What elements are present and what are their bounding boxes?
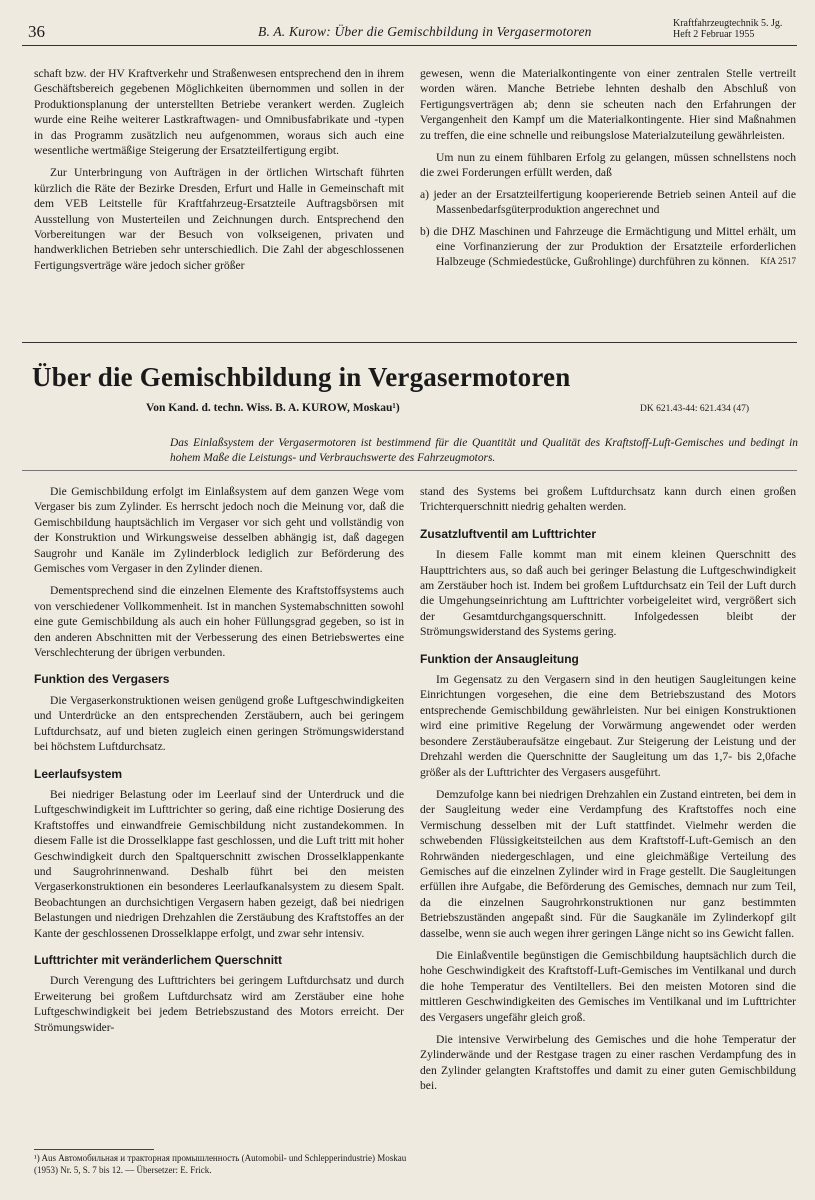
section-heading-ansaugleitung: Funktion der Ansaugleitung <box>420 651 579 666</box>
page-number: 36 <box>28 22 45 41</box>
dk-classification: DK 621.43-44: 621.434 (47) <box>640 404 749 414</box>
footnote: ¹) Aus Автомобильная и тракторная промышленность (Automobil- und Schlepperindustrie) Moskau (1953) Nr. 5, S. 7 bis 12. — Übersetzer: E. Frick. <box>34 1153 407 1175</box>
body-paragraph-4: Bei niedriger Belastung oder im Leerlauf sind der Unterdruck und die Luftgeschwindigkeit im Lufttrichter so gering, daß eine richtige Dosierung des Kraftstoffes und einwandfreie Gemischbildung nicht zustandekommen. In diesem Falle ist die Drosselklappe fast geschlossen, und die Luft tritt mit hoher Geschwindigkeit durch den Spaltquerschnitt zwischen Drosselklappenkante und Saugrohrinnenwand. Deshalb führt bei den meisten Vergaserkonstruktionen ein besonderes Leerlaufkanalsystem zu diesem Spalt. Beobachtungen an durchsichtigen Vergasern haben gezeigt, daß bei niedrigen Belastungen und niedrigen Drehzahlen die Zerstäubung des Kraftstoffes an der Kante der geschlossenen Drosselklappe erfolgt, und zwar sehr intensiv. <box>34 787 404 940</box>
prev-paragraph-3: gewesen, wenn die Materialkontingente von einer zentralen Stelle vertreilt worden wären. Manche Betriebe lehnten deshalb den Abschluß von Fertigungsverträgen ab; denn sie scheuten nach den Erfahrungen der Vergangenheit den Kampf um die Materialkontingente. Hier sind Maßnahmen zu treffen, die eine schnelle und reibungslose Materialzuteilung gewährleisten. <box>420 67 796 142</box>
journal-info <box>673 18 793 40</box>
article-left-column <box>34 484 404 1035</box>
article-abstract: Das Einlaßsystem der Vergasermotoren ist bestimmend für die Quantität und Qualität des Kraftstoff-Luft-Gemisches und bedingt in hohem Maße die Leistungs- und Verbrauchswerte des Fahrzeugmotors. <box>170 437 798 464</box>
article-byline: Von Kand. d. techn. Wiss. B. A. KUROW, Moskau¹) <box>146 402 400 414</box>
list-item-b: b) die DHZ Maschinen und Fahrzeuge die Ermächtigung und Mittel erhält, um eine Vorfinanzierung der zur Produktion der Ersatzteile erforderlichen Halbzeuge (Schmiedestücke, Gußrohlinge) durchführen zu können. KfA 2517 <box>420 224 796 269</box>
article-right-column <box>420 484 796 1094</box>
abstract-rule <box>22 470 797 471</box>
body-paragraph-11: Die intensive Verwirbelung des Gemisches und die hohe Temperatur der Zylinderwände und der Restgase tragen zu einer raschen Verdampfung des in den Zylinder gelangten Kraftstoffes und damit zu einer guten Gemischbildung bei. <box>420 1033 796 1093</box>
article-separator-rule <box>22 342 797 343</box>
body-paragraph-6: stand des Systems bei großem Luftdurchsatz kann durch einen großen Trichterquerschnitt niedrig gehalten werden. <box>420 485 796 514</box>
prev-article-right-column <box>420 66 796 270</box>
prev-paragraph-2: Zur Unterbringung von Aufträgen in der örtlichen Wirtschaft führten kürzlich die Räte der Bezirke Dresden, Erfurt und Halle in Gemeinschaft mit dem VEB Leitstelle für Kraftfahrzeug-Ersatzteile Auftragsbörsen mit Ausstellung von Musterteilen und Zeichnungen durch. Entsprechend den Vorbereitungen war der Besuch von volkseigenen, privaten und handwerklichen Betrieben sehr unterschiedlich. Die Zahl der abgeschlossenen Fertigungsverträge wäre jedoch sicher größer <box>34 166 404 272</box>
section-heading-leerlauf: Leerlaufsystem <box>34 766 123 781</box>
prev-article-left-column <box>34 66 404 273</box>
section-heading-lufttrichter: Lufttrichter mit veränderlichem Querschnitt <box>34 952 283 967</box>
journal-line-2: Heft 2 Februar 1955 <box>673 29 755 40</box>
page-header <box>22 18 797 44</box>
body-paragraph-7: In diesem Falle kommt man mit einem kleinen Querschnitt des Haupttrichters aus, so daß auch bei geringer Belastung die Luftgeschwindigkeit am Zerstäuber hoch ist. Indem bei großem Luftdurchsatz ein Teil der Luft durch die Umgehungseinrichtung am Lufttrichter vorbeigeleitet wird, vergrößert sich der Gesamtdurchgangsquerschnitt. Infolgedessen bleibt der Strömungswiderstand des Systems gering. <box>420 548 796 639</box>
body-paragraph-8: Im Gegensatz zu den Vergasern sind in den heutigen Saugleitungen keine Einrichtungen vorgesehen, die eine dem Betriebszustand des Motors entsprechende Gemischbildung gewährleisten. Nur bei einigen Konstruktionen wird eine primitive Regelung der Vorwärmung angewendet oder werden besondere Zerstäuberaufsätze eingebaut. Zur Steigerung der Leistung und der Drehzahl werden die Querschnitte der Saugleitung um das 1,7- bis 2,0fache größer als der Lufttrichter des Vergasers ausgeführt. <box>420 673 796 779</box>
article-title: Über die Gemischbildung in Vergasermotoren <box>32 362 571 392</box>
section-heading-vergaser: Funktion des Vergasers <box>34 672 170 687</box>
header-rule <box>22 45 797 46</box>
body-paragraph-5: Durch Verengung des Lufttrichters bei geringem Luftdurchsatz und durch Erweiterung bei großem Luftdurchsatz wird am Zerstäuber eine hohe Luftgeschwindigkeit bei jedem Betriebszustand des Motors erreicht. Der Strömungswider- <box>34 974 404 1034</box>
body-paragraph-1: Die Gemischbildung erfolgt im Einlaßsystem auf dem ganzen Wege vom Vergaser bis zum Zylinder. Es herrscht jedoch noch die Meinung vor, daß die Gemischbildung hauptsächlich im Vergaser vor sich geht und vollständig von der Konstruktion und Wirkungsweise desselben abhängig ist, daß dagegen Saugrohr und Kanäle im Zylinderblock lediglich zur Beförderung des Gemisches vom Vergaser in den Zylinder dienen. <box>34 485 404 576</box>
body-paragraph-9: Demzufolge kann bei niedrigen Drehzahlen ein Zustand eintreten, bei dem in der Saugleitung weder eine Verdampfung des Kraftstoffes noch eine Vermischung desselben mit der Luft stattfindet. Vielmehr werden die schwebenden Flüssigkeitsteilchen aus dem Kraftstoff-Luft-Gemisch an den Rohrwänden niedergeschlagen, und eine gleichmäßige Verteilung des Gemisches auf die einzelnen Zylinder wird in Frage gestellt. Die Saugleitungen erfüllen ihre Aufgabe, die Beförderung des Gemisches, demnach nur zum Teil, da die einzelnen Saugrohrkonstruktionen nur ganz bestimmten Betriebszuständen angepaßt sind. Für die Saugkanäle im Zylinderkopf gilt dasselbe, wenn sie auch wegen ihrer geringen Länge nicht so ins Gewicht fallen. <box>420 787 796 940</box>
prev-paragraph-1: schaft bzw. der HV Kraftverkehr und Straßenwesen entsprechend den in ihrem Geschäftsbereich gegebenen Möglichkeiten übernommen und sollen in der Produktionsplanung der unterstellten Betriebe verankert werden. Zugleich wurde eine Reihe weiterer Lastkraftwagen- und Omnibusfabrikate und -typen in das Programm zusätzlich neu aufgenommen, woraus sich auch eine wesentliche wertmäßige Steigerung der Ersatzteilfertigung ergibt. <box>34 67 404 158</box>
body-paragraph-3: Die Vergaserkonstruktionen weisen genügend große Luftgeschwindigkeiten und Unterdrücke an den entsprechenden Zerstäubern, auch bei geringem Luftdurchsatz, auf und bieten zugleich einen geringen Strömungswiderstand bei höchstem Luftdurchsatz. <box>34 693 404 754</box>
body-paragraph-2: Dementsprechend sind die einzelnen Elemente des Kraftstoffsystems auch von verschiedener Vollkommenheit. Ist in manchen Systemabschnitten sowohl eine gute Gemischbildung als auch ein hoher Füllungsgrad gegeben, so ist in den anderen Abschnitten mit der Verbesserung des einen Betriebswertes eine Verschlechterung der übrigen verbunden. <box>34 584 404 660</box>
list-item-a: a) jeder an der Ersatzteilfertigung kooperierende Betrieb seinen Anteil auf die Massenbedarfsgüterproduktion angerechnet und <box>420 187 796 217</box>
body-paragraph-10: Die Einlaßventile begünstigen die Gemischbildung hauptsächlich durch die hohe Geschwindigkeit des Kraftstoff-Luft-Gemisches im Ventilkanal und durch die hohe Temperatur des Ventiltellers. Bei den meisten Motoren sind die mittleren Geschwindigkeiten des Gemisches im Ventilkanal und im Lufttrichter des Vergasers ungefähr gleich groß. <box>420 948 796 1024</box>
running-title: B. A. Kurow: Über die Gemischbildung in Vergasermotoren <box>258 24 592 39</box>
footnote-rule <box>34 1149 154 1150</box>
article-signature: KfA 2517 <box>760 256 796 267</box>
section-heading-zusatzluft: Zusatzluftventil am Lufttrichter <box>420 526 597 541</box>
prev-paragraph-4: Um nun zu einem fühlbaren Erfolg zu gelangen, müssen schnellstens noch die zwei Forderungen erfüllt werden, daß <box>420 151 796 180</box>
journal-line-1: Kraftfahrzeugtechnik 5. Jg. <box>673 18 783 29</box>
